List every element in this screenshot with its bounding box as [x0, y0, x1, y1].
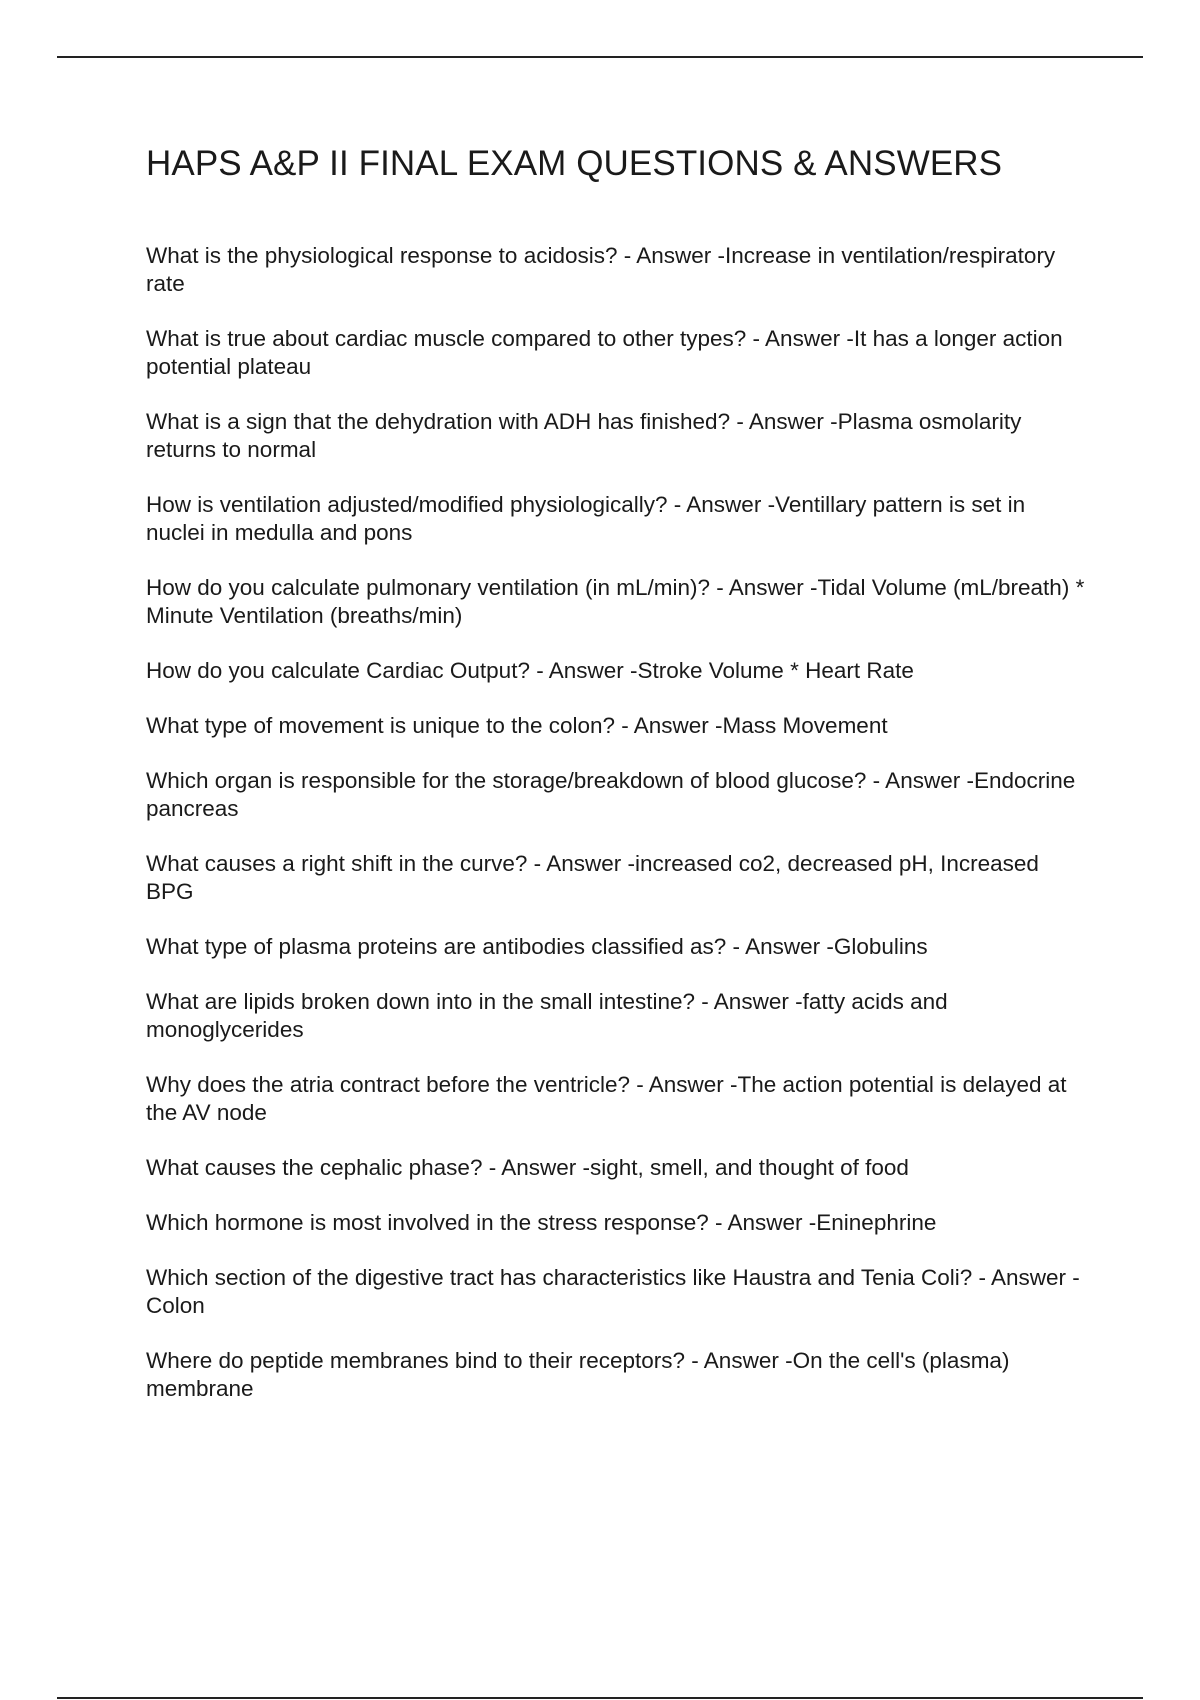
qa-item: What is true about cardiac muscle compared to other types? - Answer -It has a longer action potential plateau	[146, 326, 1063, 379]
qa-item: What are lipids broken down into in the small intestine? - Answer -fatty acids and monoglycerides	[146, 989, 948, 1042]
qa-item: What is a sign that the dehydration with ADH has finished? - Answer -Plasma osmolarity returns to normal	[146, 409, 1022, 462]
qa-item: What type of plasma proteins are antibodies classified as? - Answer -Globulins	[146, 934, 928, 959]
qa-item: How do you calculate pulmonary ventilation (in mL/min)? - Answer -Tidal Volume (mL/breath) * Minute Ventilation (breaths/min)	[146, 575, 1085, 628]
qa-item: Which hormone is most involved in the stress response? - Answer -Eninephrine	[146, 1210, 937, 1235]
header-rule	[57, 56, 1143, 58]
qa-item: What type of movement is unique to the colon? - Answer -Mass Movement	[146, 713, 888, 738]
qa-item: Which section of the digestive tract has characteristics like Haustra and Tenia Coli? - Answer -Colon	[146, 1265, 1080, 1318]
page-title: HAPS A&P II FINAL EXAM QUESTIONS & ANSWERS	[146, 144, 1003, 183]
qa-item: How is ventilation adjusted/modified physiologically? - Answer -Ventillary pattern is set in nuclei in medulla and pons	[146, 492, 1026, 545]
qa-item: Where do peptide membranes bind to their receptors? - Answer -On the cell's (plasma) membrane	[146, 1348, 1010, 1401]
qa-item: What is the physiological response to acidosis? - Answer -Increase in ventilation/respiratory rate	[146, 243, 1056, 296]
qa-item: What causes the cephalic phase? - Answer -sight, smell, and thought of food	[146, 1155, 909, 1180]
qa-item: What causes a right shift in the curve? - Answer -increased co2, decreased pH, Increased BPG	[146, 851, 1039, 904]
qa-item: Which organ is responsible for the storage/breakdown of blood glucose? - Answer -Endocrine pancreas	[146, 768, 1076, 821]
qa-item: How do you calculate Cardiac Output? - Answer -Stroke Volume * Heart Rate	[146, 658, 914, 683]
footer-rule	[57, 1697, 1143, 1699]
qa-list	[146, 242, 1086, 1430]
qa-item: Why does the atria contract before the ventricle? - Answer -The action potential is delayed at the AV node	[146, 1072, 1067, 1125]
